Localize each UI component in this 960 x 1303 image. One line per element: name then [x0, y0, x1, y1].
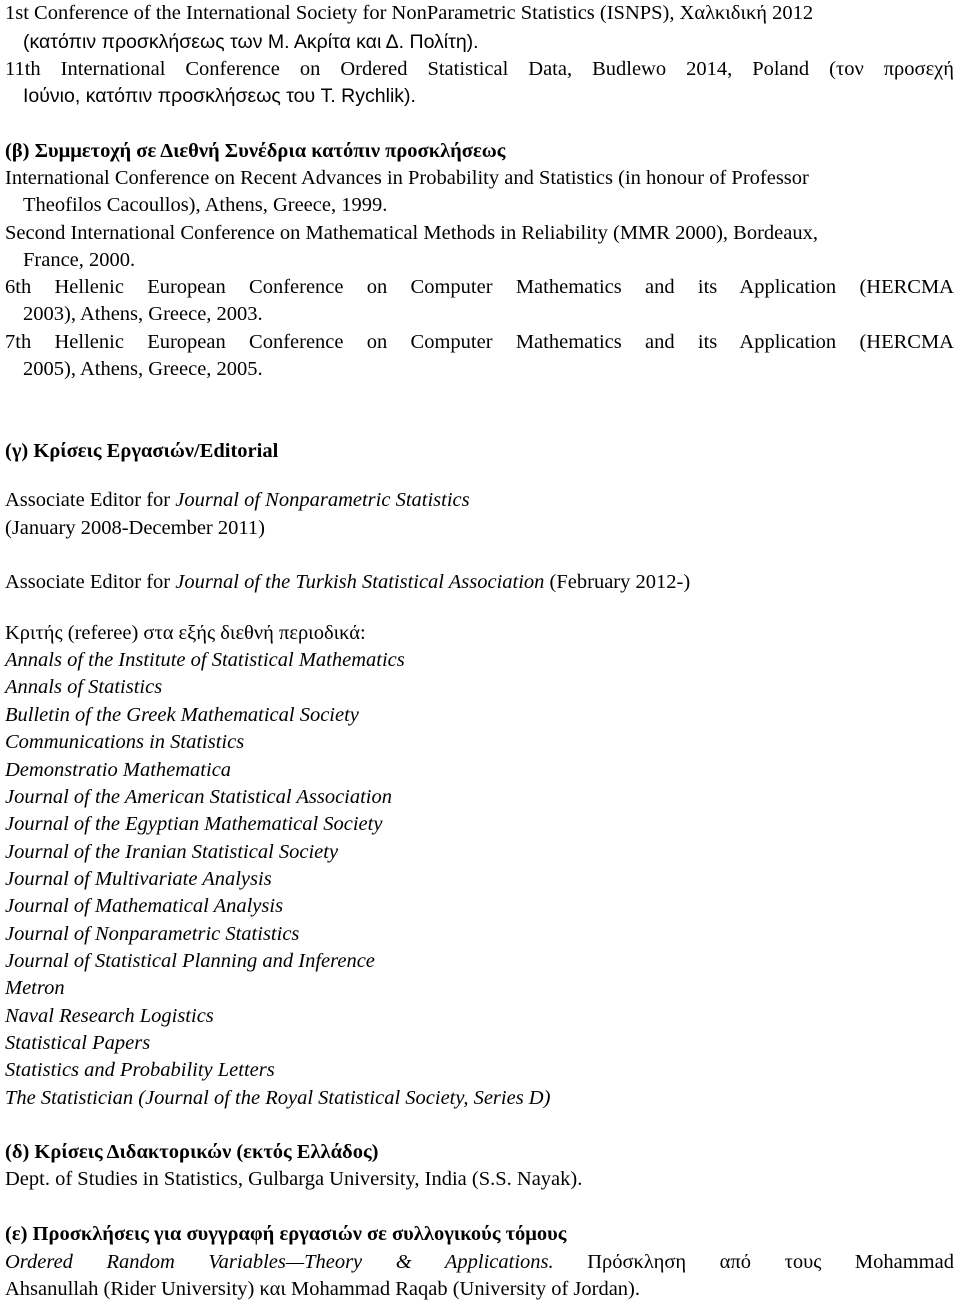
section-b-item-4-line1: 7th Hellenic European Conference on Computer Mathematics and its Application (HERCMA [5, 331, 954, 353]
editor-role-2-prefix: Associate Editor for [5, 571, 176, 593]
journal-list-item: Journal of the American Statistical Association [5, 786, 393, 808]
editor-role-1 [5, 488, 954, 513]
section-b-heading: (β) Συμμετοχή σε Διεθνή Συνέδρια κατόπιν προσκλήσεως [5, 140, 506, 162]
journal-list-item: Journal of the Iranian Statistical Society [5, 841, 339, 863]
section-e-line2: Ahsanullah (Rider University) και Mohammad Raqab (University of Jordan). [5, 1278, 641, 1300]
section-b-item-3-line2: 2003), Athens, Greece, 2003. [23, 303, 263, 325]
journal-list-item: Bulletin of the Greek Mathematical Society [5, 704, 359, 726]
journal-list-item: Statistics and Probability Letters [5, 1059, 275, 1081]
section-b-item-4-line2: 2005), Athens, Greece, 2005. [23, 358, 263, 380]
conference-ordered-data-line2: Ιούνιο, κατόπιν προσκλήσεως του T. Rychlik). [23, 85, 416, 107]
conference-ordered-data-line1: 11th International Conference on Ordered Statistical Data, Budlewo 2014, Poland (τον προσεχή [5, 58, 954, 80]
section-b-item-2-line2: France, 2000. [23, 249, 136, 271]
editor-role-1-journal: Journal of Nonparametric Statistics [175, 489, 470, 511]
journal-list-item: Journal of Multivariate Analysis [5, 868, 272, 890]
editor-role-2 [5, 570, 954, 595]
editor-role-1-prefix: Associate Editor for [5, 489, 176, 511]
editor-role-2-journal: Journal of the Turkish Statistical Association [175, 571, 545, 593]
conference-isnps-line2: (κατόπιν προσκλήσεως των Μ. Ακρίτα και Δ. Πολίτη). [23, 31, 479, 53]
section-b-item-2-line1: Second International Conference on Mathematical Methods in Reliability (MMR 2000), Bordeaux, [5, 222, 818, 244]
conference-isnps-line1: 1st Conference of the International Society for NonParametric Statistics (ISNPS), Χαλκιδική 2012 [5, 2, 814, 24]
section-e-line1 [5, 1250, 954, 1275]
journal-list-item: Annals of Statistics [5, 676, 163, 698]
referee-intro: Κριτής (referee) στα εξής διεθνή περιοδικά: [5, 622, 366, 644]
journal-list-item: Annals of the Institute of Statistical Mathematics [5, 649, 405, 671]
journal-list-item: Demonstratio Mathematica [5, 759, 232, 781]
section-b-item-1-line1: International Conference on Recent Advances in Probability and Statistics (in honour of Professor [5, 167, 809, 189]
section-c-heading: (γ) Κρίσεις Εργασιών/Editorial [5, 440, 279, 462]
section-e-book-title: Ordered Random Variables—Theory & Applications. [5, 1251, 554, 1273]
journal-list-item: The Statistician (Journal of the Royal Statistical Society, Series D) [5, 1087, 551, 1109]
editor-role-2-suffix: (February 2012-) [544, 571, 691, 593]
journal-list-item: Journal of Nonparametric Statistics [5, 923, 300, 945]
section-d-heading: (δ) Κρίσεις Διδακτορικών (εκτός Ελλάδος) [5, 1141, 379, 1163]
section-b-item-1-line2: Theofilos Cacoullos), Athens, Greece, 1999. [23, 194, 388, 216]
journal-list-item: Journal of Statistical Planning and Inference [5, 950, 375, 972]
journal-list-item: Naval Research Logistics [5, 1005, 214, 1027]
journal-list-item: Metron [5, 977, 65, 999]
section-b-item-3-line1: 6th Hellenic European Conference on Computer Mathematics and its Application (HERCMA [5, 276, 954, 298]
journal-list-item: Journal of Mathematical Analysis [5, 895, 284, 917]
section-e-invitation: Πρόσκληση από τους Mohammad [553, 1251, 954, 1273]
journal-list-item: Journal of the Egyptian Mathematical Society [5, 813, 383, 835]
section-e-heading: (ε) Προσκλήσεις για συγγραφή εργασιών σε συλλογικούς τόμους [5, 1223, 567, 1245]
section-d-text: Dept. of Studies in Statistics, Gulbarga University, India (S.S. Nayak). [5, 1168, 583, 1190]
editor-role-1-period: (January 2008-December 2011) [5, 517, 265, 539]
journal-list-item: Statistical Papers [5, 1032, 151, 1054]
journal-list-item: Communications in Statistics [5, 731, 245, 753]
